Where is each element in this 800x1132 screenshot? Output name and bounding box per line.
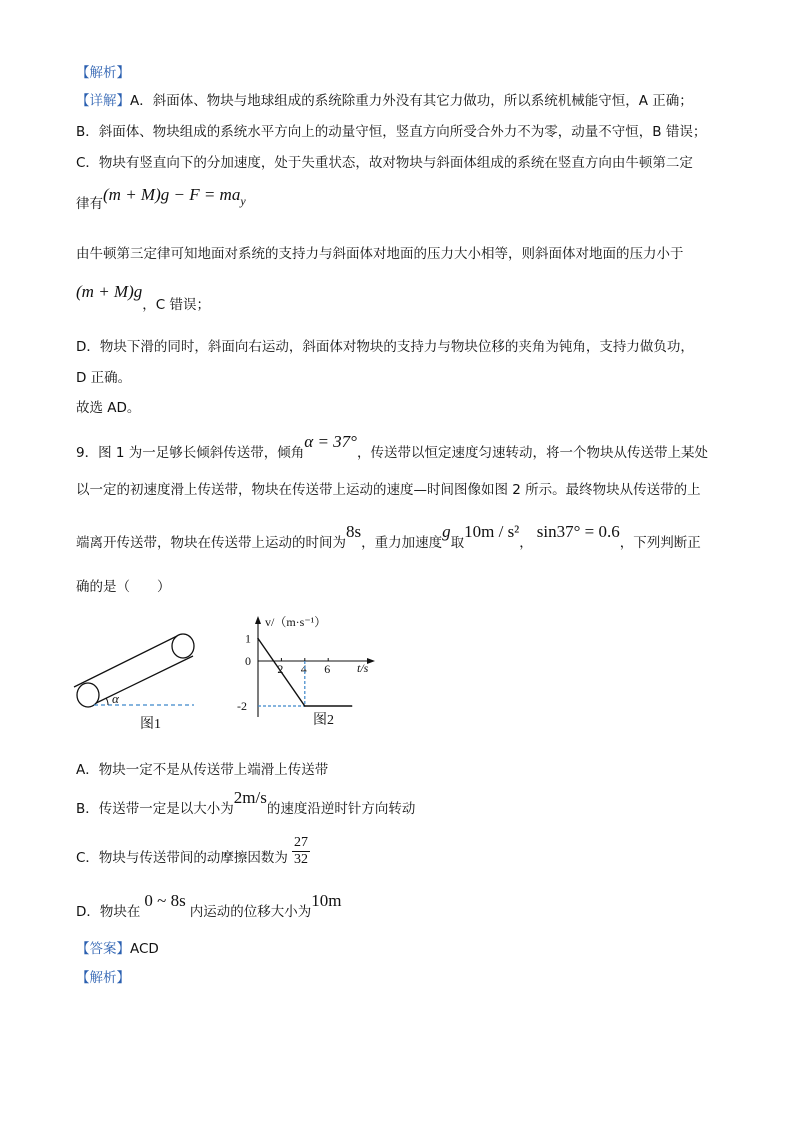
q9-line4: 确的是（ ） bbox=[76, 579, 171, 595]
upper-roller bbox=[172, 634, 194, 658]
detail-label: 【详解】 bbox=[76, 93, 130, 109]
total-weight-formula: (m + M)g bbox=[76, 282, 143, 301]
newton-second-law-formula: (m + M)g − F = ma bbox=[103, 185, 241, 204]
fraction-denominator: 32 bbox=[294, 852, 308, 867]
angle-label: α bbox=[112, 691, 119, 706]
analysis-label-2: 【解析】 bbox=[76, 970, 130, 986]
q9-line3 bbox=[76, 522, 701, 551]
x-tick-label: 4 bbox=[300, 662, 307, 676]
option-d-text-a: D．物块在 bbox=[76, 904, 141, 920]
statement-c1: C．物块有竖直向下的分加速度，处于失重状态，故对物块与斜面体组成的系统在竖直方向由牛顿第二定 bbox=[76, 155, 693, 171]
y-tick-label: 1 bbox=[245, 631, 251, 646]
option-c bbox=[76, 848, 288, 868]
q9-line3-a: 端离开传送带，物块在传送带上运动的时间为 bbox=[76, 535, 346, 551]
option-b-text-b: 的速度沿逆时针方向转动 bbox=[266, 801, 416, 817]
option-a: A．物块一定不是从传送带上端滑上传送带 bbox=[76, 762, 329, 778]
belt-speed-value: 2m/s bbox=[233, 788, 267, 807]
velocity-data-point bbox=[304, 705, 306, 707]
q9-line3-c: 取 bbox=[450, 535, 465, 551]
time-range-value: 0 ~ 8s bbox=[144, 891, 186, 910]
gravity-value: 10m / s² bbox=[464, 522, 520, 541]
statement-c3: 由牛顿第三定律可知地面对系统的支持力与斜面体对地面的压力大小相等，则斜面体对地面的压力小于 bbox=[76, 246, 684, 262]
figure1-caption: 图1 bbox=[140, 717, 161, 732]
answer-value: ACD bbox=[130, 941, 159, 957]
y-axis-arrow bbox=[255, 616, 261, 624]
q9-line3-b: ，重力加速度 bbox=[361, 535, 443, 551]
q9-line1 bbox=[76, 432, 708, 461]
option-d bbox=[76, 891, 342, 920]
statement-c2 bbox=[76, 185, 246, 214]
option-c-text: C．物块与传送带间的动摩擦因数为 bbox=[76, 850, 288, 866]
answer-label: 【答案】 bbox=[76, 941, 130, 957]
detail-line-a bbox=[76, 91, 693, 111]
gravity-symbol: g bbox=[442, 522, 451, 541]
statement-c2-prefix: 律有 bbox=[76, 196, 103, 212]
x-tick-label: 2 bbox=[277, 662, 284, 676]
choice-conclusion: 故选 AD。 bbox=[76, 400, 141, 416]
q9-line3-d: ， bbox=[519, 535, 533, 551]
q9-line3-e: ，下列判断正 bbox=[619, 535, 701, 551]
x-tick-label: 6 bbox=[324, 662, 331, 676]
statement-d1: D．物块下滑的同时，斜面向右运动，斜面体对物块的支持力与物块位移的夹角为钝角，支持力做负功， bbox=[76, 339, 694, 355]
analysis-label: 【解析】 bbox=[76, 65, 130, 81]
y-axis-label: v/（m·s⁻¹） bbox=[265, 615, 327, 629]
statement-b: B．斜面体、物块组成的系统水平方向上的动量守恒，竖直方向所受合外力不为零，动量不守恒，B 错误； bbox=[76, 124, 707, 140]
y-tick-label: -2 bbox=[237, 699, 247, 713]
fraction-numerator: 27 bbox=[294, 835, 308, 850]
displacement-value: 10m bbox=[311, 891, 342, 910]
option-b-text-a: B．传送带一定是以大小为 bbox=[76, 801, 234, 817]
statement-c4-suffix: ，C 错误； bbox=[142, 297, 210, 313]
velocity-data-point bbox=[257, 638, 259, 640]
statement-d2: D 正确。 bbox=[76, 370, 132, 386]
formula-subscript: y bbox=[240, 194, 246, 208]
velocity-data-point bbox=[351, 705, 353, 707]
friction-coefficient-fraction bbox=[292, 835, 310, 868]
option-d-text-b: 内运动的位移大小为 bbox=[189, 904, 312, 920]
statement-a: A．斜面体、物块与地球组成的系统除重力外没有其它力做功，所以系统机械能守恒，A 正确； bbox=[130, 93, 693, 109]
q9-line1-b: ，传送带以恒定速度匀速转动，将一个物块从传送带上某处 bbox=[356, 445, 708, 461]
figure2-caption: 图2 bbox=[313, 713, 334, 728]
answer-line bbox=[76, 939, 159, 959]
option-b bbox=[76, 788, 416, 817]
angle-formula: α = 37° bbox=[304, 432, 357, 451]
y-tick-label: 0 bbox=[245, 654, 251, 668]
q9-line2: 以一定的初速度滑上传送带，物块在传送带上运动的速度—时间图像如图 2 所示。最终物块从传送带的上 bbox=[76, 482, 701, 498]
figure1-conveyor-belt bbox=[70, 625, 210, 735]
sine-value: sin37° = 0.6 bbox=[536, 522, 620, 541]
statement-c4 bbox=[76, 282, 210, 313]
time-value: 8s bbox=[346, 522, 362, 541]
lower-roller bbox=[77, 683, 99, 707]
q9-line1-a: 9．图 1 为一足够长倾斜传送带，倾角 bbox=[76, 445, 305, 461]
x-axis-label: t/s bbox=[357, 661, 369, 675]
figure2-velocity-time-chart bbox=[235, 612, 395, 732]
